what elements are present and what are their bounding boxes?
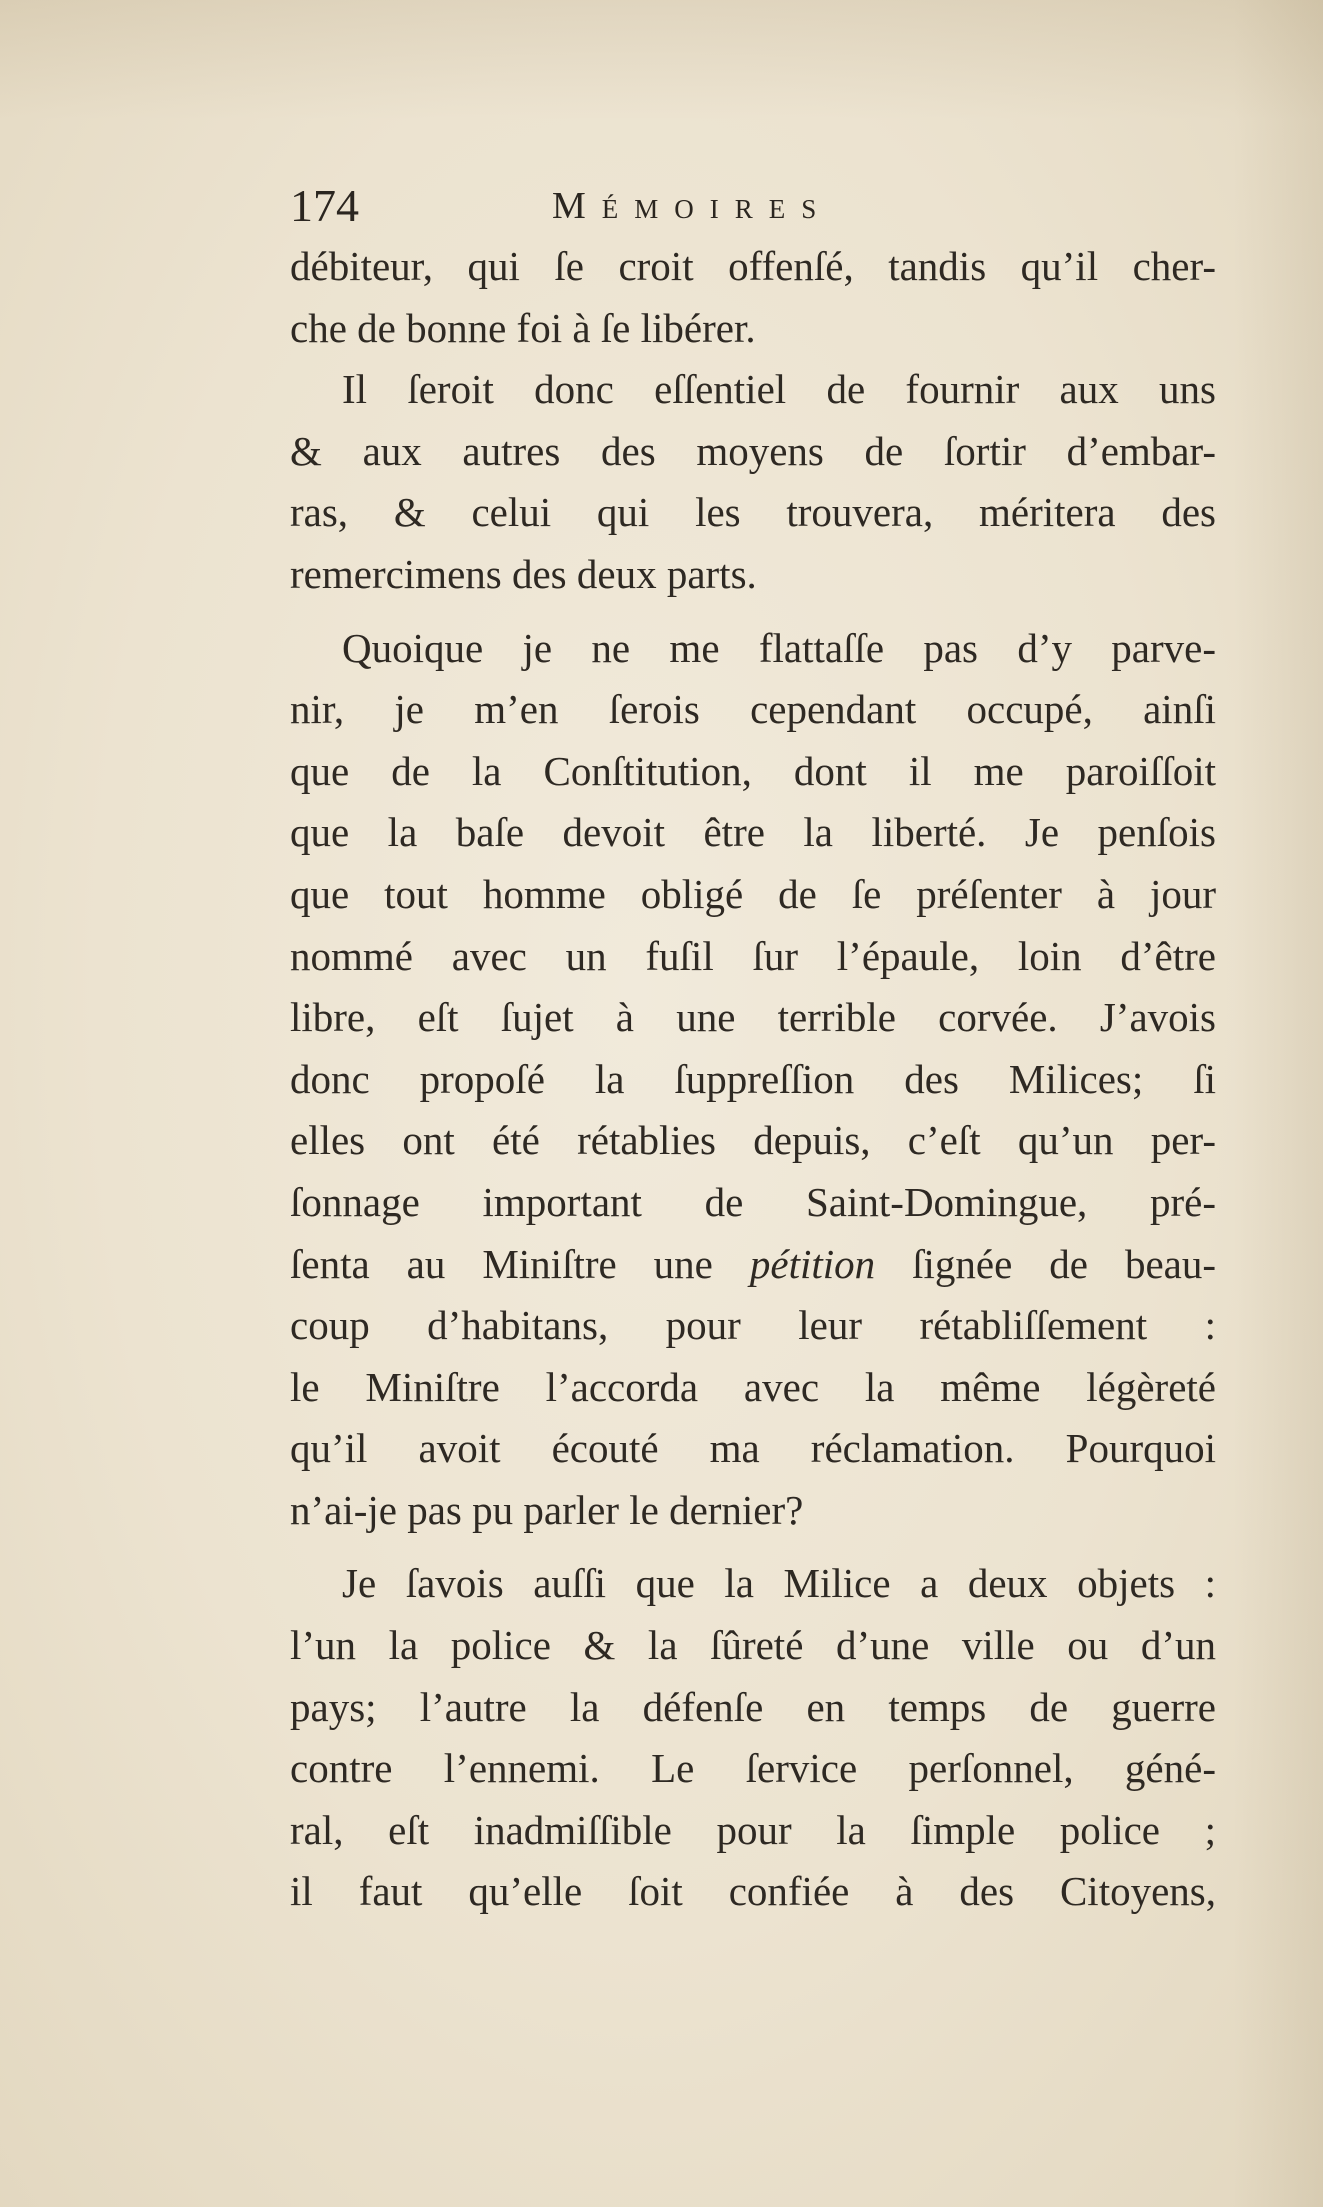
text-line: Je ſavois auſſi que la Milice a deux objets : (342, 1560, 1216, 1607)
body-text (290, 236, 1216, 1923)
text-line: Quoique je ne me flattaſſe pas d’y parve- (342, 624, 1216, 671)
text-line: Il ſeroit donc eſſentiel de fournir aux uns (342, 366, 1216, 413)
text-line: que la baſe devoit être la liberté. Je penſois (290, 809, 1216, 856)
text-line: nommé avec un fuſil ſur l’épaule, loin d’être (290, 932, 1216, 979)
italic-word: pétition (749, 1240, 876, 1287)
text-line: qu’il avoit écouté ma réclamation. Pourquoi (290, 1425, 1216, 1472)
text-line-with-italic (290, 1234, 1216, 1296)
text-line: ras, & celui qui les trouvera, méritera des (290, 489, 1216, 536)
text-line: l’un la police & la ſûreté d’une ville ou d’un (290, 1622, 1216, 1669)
text-line: que de la Conſtitution, dont il me paroiſſoit (290, 747, 1216, 794)
text-line: nir, je m’en ſerois cependant occupé, ainſi (290, 686, 1216, 733)
text-line: débiteur, qui ſe croit offenſé, tandis qu’il cher- (290, 243, 1216, 289)
text-line: le Miniſtre l’accorda avec la même légèreté (290, 1363, 1216, 1410)
paragraph-gap (290, 1541, 1216, 1553)
text-line: coup d’habitans, pour leur rétabliſſement : (290, 1302, 1216, 1349)
page-number: 174 (290, 180, 359, 231)
text-line: donc propoſé la ſuppreſſion des Milices; ſi (290, 1055, 1216, 1102)
text-line: elles ont été rétablies depuis, c’eſt qu’un per- (290, 1117, 1216, 1164)
text-segment: ſignée de beau- (912, 1240, 1216, 1287)
text-line: che de bonne foi à ſe libérer. (290, 304, 756, 351)
text-line: libre, eſt ſujet à une terrible corvée. J’avois (290, 994, 1216, 1041)
text-line: remercimens des deux parts. (290, 550, 757, 597)
text-line: ral, eſt inadmiſſible pour la ſimple police ; (290, 1806, 1216, 1853)
text-segment: ſenta au Miniſtre une (290, 1240, 713, 1287)
text-line: pays; l’autre la défenſe en temps de guerre (290, 1683, 1216, 1730)
running-title: Mémoires (552, 185, 833, 227)
text-line: il faut qu’elle ſoit confiée à des Citoyens, (290, 1868, 1216, 1915)
text-line: n’ai-je pas pu parler le dernier? (290, 1486, 804, 1533)
page-header (290, 178, 1220, 234)
paragraph-gap (290, 606, 1216, 618)
text-line: que tout homme obligé de ſe préſenter à jour (290, 870, 1216, 917)
text-line: contre l’ennemi. Le ſervice perſonnel, géné- (290, 1745, 1216, 1792)
text-line: & aux autres des moyens de ſortir d’embar- (290, 427, 1216, 474)
paper-shade-edge (1233, 0, 1323, 2207)
text-line: ſonnage important de Saint-Domingue, pré- (290, 1178, 1216, 1225)
paper-shade-top (0, 0, 1323, 120)
